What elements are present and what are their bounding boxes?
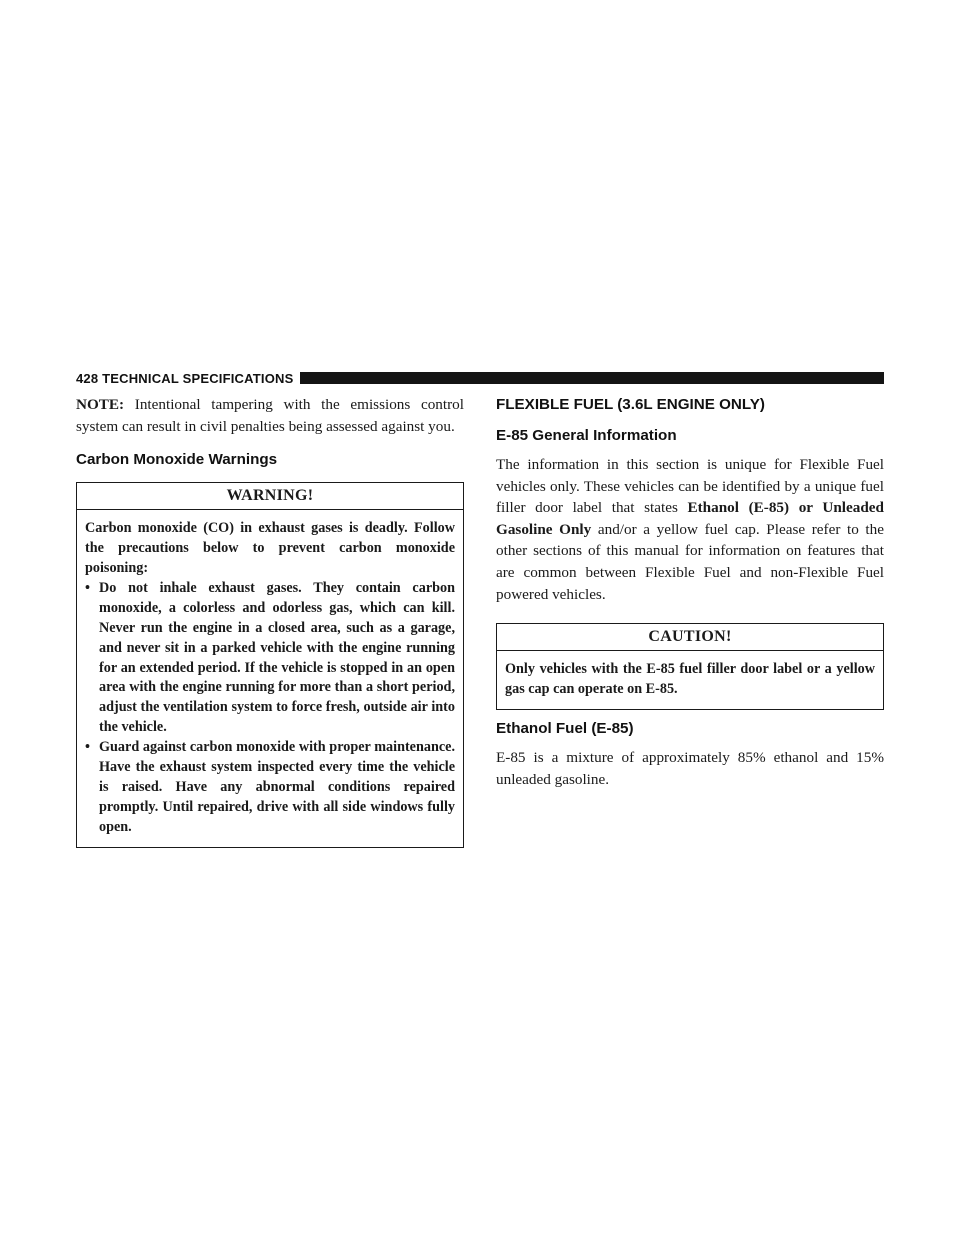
ethanol-fuel-heading: Ethanol Fuel (E-85) xyxy=(496,719,634,737)
caution-text: Only vehicles with the E-85 fuel filler door label or a yellow gas cap can operate on E-85. xyxy=(505,661,875,698)
bullet-icon: • xyxy=(85,739,90,756)
note-text: Intentional tampering with the emissions control system can result in civil penalties being assessed against you. xyxy=(76,396,464,435)
flexible-fuel-heading: FLEXIBLE FUEL (3.6L ENGINE ONLY) xyxy=(496,396,765,413)
caution-title: CAUTION! xyxy=(497,624,883,651)
header-rule xyxy=(300,372,885,384)
note-label: NOTE: xyxy=(76,396,125,413)
carbon-monoxide-heading: Carbon Monoxide Warnings xyxy=(76,451,278,469)
left-column xyxy=(76,394,464,848)
warning-bullet-text: Guard against carbon monoxide with proper maintenance. Have the exhaust system inspected every time the vehicle is raised. Have any abnormal conditions repaired promptly. Until repaired, drive with all side windows fully open. xyxy=(99,739,455,835)
warning-title: WARNING! xyxy=(77,483,463,510)
para-text: and/or a yellow fuel cap. Please refer to the other sections of this manual for information on features that are common between Flexible Fuel and non-Flexible Fuel powered vehicles. xyxy=(496,520,884,603)
warning-body xyxy=(77,510,463,847)
bullet-icon: • xyxy=(85,579,90,596)
fuel-label-text: Ethanol (E-85) or Unleaded Gasoline Only xyxy=(496,499,884,538)
e85-general-paragraph xyxy=(496,454,884,605)
warning-box xyxy=(76,482,464,848)
page-number: 428 xyxy=(76,370,99,386)
ethanol-fuel-paragraph: E-85 is a mixture of approximately 85% ethanol and 15% unleaded gasoline. xyxy=(496,748,884,788)
caution-box xyxy=(496,623,884,710)
warning-bullet-item xyxy=(85,579,455,738)
e85-general-heading: E-85 General Information xyxy=(496,427,677,444)
warning-intro: Carbon monoxide (CO) in exhaust gases is deadly. Follow the precautions below to prevent carbon monoxide poisoning: xyxy=(85,520,455,576)
warning-list xyxy=(85,579,455,838)
warning-bullet-text: Do not inhale exhaust gases. They contain carbon monoxide, a colorless and odorless gas, which can kill. Never run the engine in a closed area, such as a garage, and never sit in a parked vehicle with the engine running for an extended period. If the vehicle is stopped in an open area with the engine running for more than a short period, adjust the ventilation system to force fresh, outside air into the vehicle. xyxy=(99,579,455,736)
page-header-label xyxy=(76,371,294,386)
section-title: TECHNICAL SPECIFICATIONS xyxy=(102,370,294,386)
right-column xyxy=(496,394,884,790)
warning-bullet-item xyxy=(85,738,455,838)
note-paragraph xyxy=(76,394,464,437)
page-header xyxy=(76,370,884,386)
para-text: The information in this section is unique for Flexible Fuel vehicles only. These vehicles can be identified by a unique fuel filler door label that states xyxy=(496,456,884,517)
